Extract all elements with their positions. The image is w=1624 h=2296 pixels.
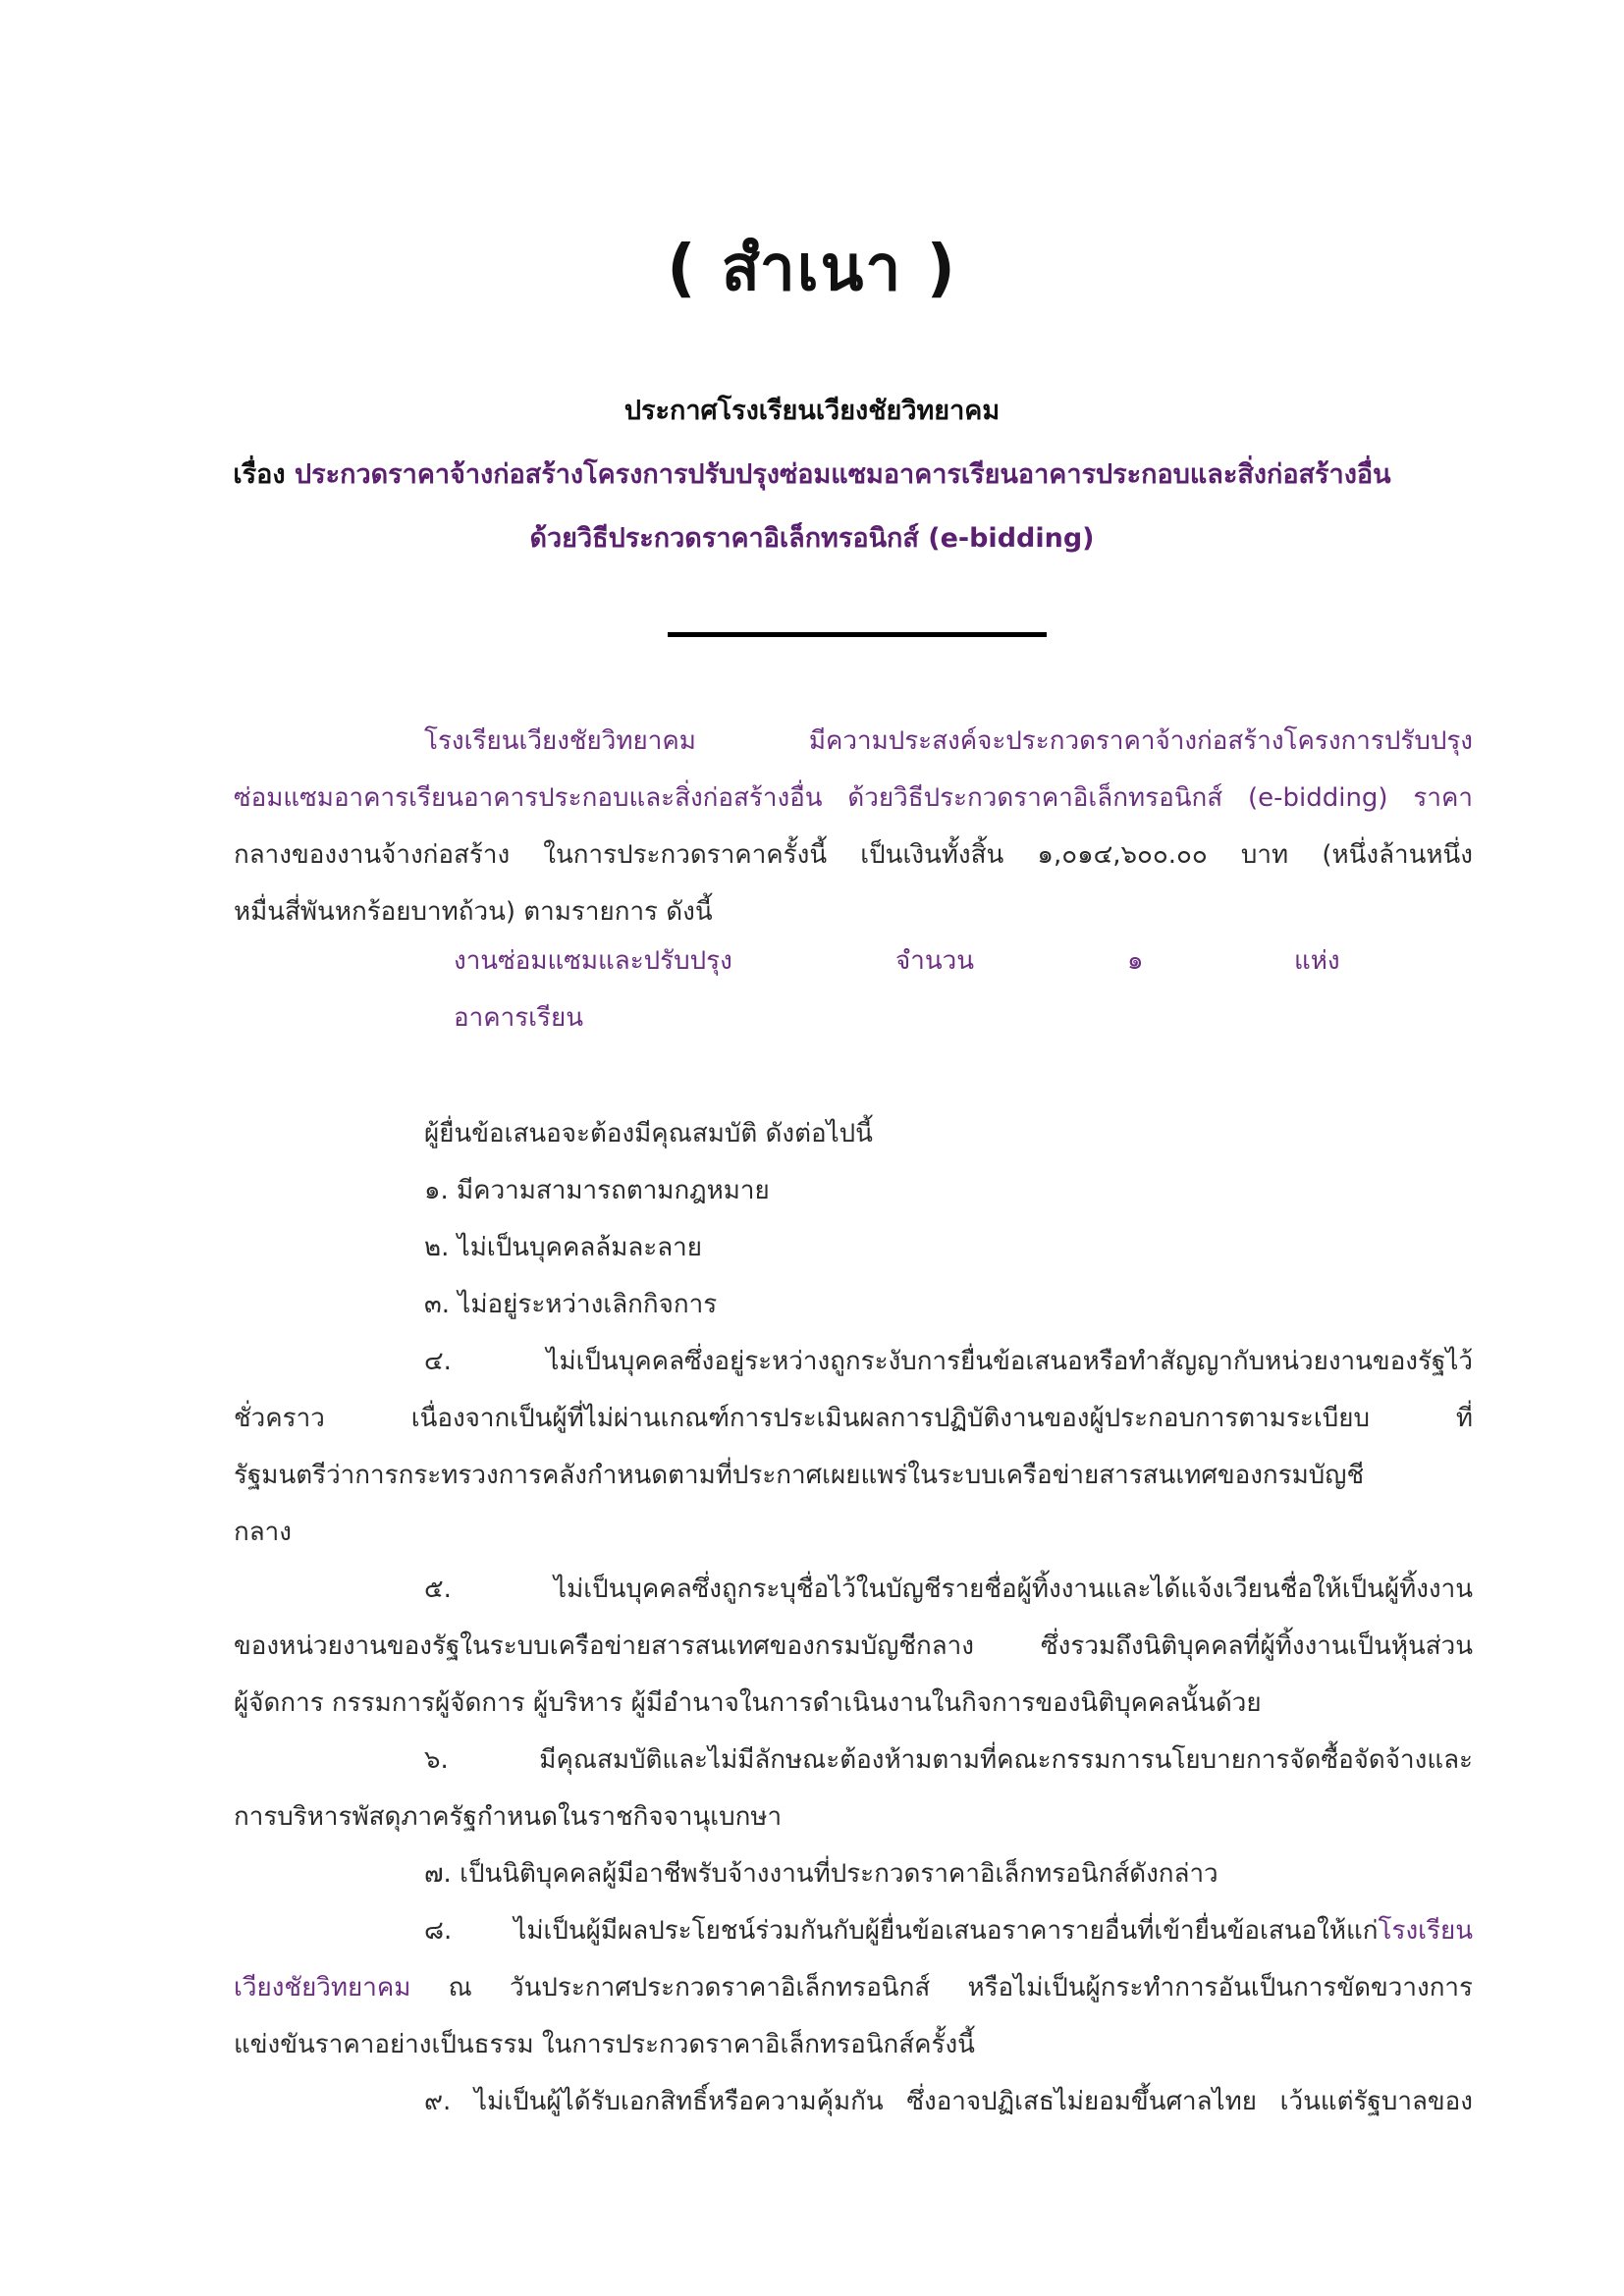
item-unit: แห่ง [1294, 946, 1340, 976]
qualification-4-line-3: รัฐมนตรีว่าการกระทรวงการคลังกำหนดตามที่ประกาศเผยแพร่ในระบบเครือข่ายสารสนเทศของกรมบัญชี [234, 1461, 1365, 1490]
qualification-6-line-2: การบริหารพัสดุภาครัฐกำหนดในราชกิจจานุเบกษา [234, 1802, 783, 1832]
qualification-2: ๒. ไม่เป็นบุคคลล้มละลาย [424, 1233, 703, 1262]
qualification-5-line-1: ๕. ไม่เป็นบุคคลซึ่งถูกระบุชื่อไว้ในบัญชีรายชื่อผู้ทิ้งงานและได้แจ้งเวียนชื่อให้เป็นผู้ทิ้งงาน [424, 1575, 1473, 1604]
qualification-4-line-2: ชั่วคราว เนื่องจากเป็นผู้ที่ไม่ผ่านเกณฑ์การประเมินผลการปฏิบัติงานของผู้ประกอบการตามระเบียบ ที่ [234, 1404, 1473, 1433]
qualification-4-line-4: กลาง [234, 1518, 292, 1547]
item-name-line-1: งานซ่อมแซมและปรับปรุง [454, 946, 732, 976]
qualification-9-line-1: ๙. ไม่เป็นผู้ได้รับเอกสิทธิ์หรือความคุ้มกัน ซึ่งอาจปฏิเสธไม่ยอมขึ้นศาลไทย เว้นแต่รัฐบาลของ [424, 2087, 1473, 2116]
qualification-4-line-1: ๔. ไม่เป็นบุคคลซึ่งอยู่ระหว่างถูกระงับการยื่นข้อเสนอหรือทำสัญญากับหน่วยงานของรัฐไว้ [424, 1347, 1473, 1376]
qualification-8-line-2 [234, 1959, 1473, 2016]
subject-method: ด้วยวิธีประกวดราคาอิเล็กทรอนิกส์ (e-bidding) [529, 523, 1095, 554]
qualification-8-line-3: แข่งขันราคาอย่างเป็นธรรม ในการประกวดราคาอิเล็กทรอนิกส์ครั้งนี้ [234, 2030, 975, 2059]
qualification-3: ๓. ไม่อยู่ระหว่างเลิกกิจการ [424, 1290, 718, 1319]
intro-line-3: กลางของงานจ้างก่อสร้าง ในการประกวดราคาครั้งนี้ เป็นเงินทั้งสิ้น ๑,๐๑๔,๖๐๐.๐๐ บาท (หนึ่งล้านหนึ่ง [234, 840, 1473, 870]
qualifications-section [234, 1105, 1473, 2130]
intro-line-4: หมื่นสี่พันหกร้อยบาทถ้วน) ตามรายการ ดังนี้ [234, 897, 713, 927]
intro-line-2: ซ่อมแซมอาคารเรียนอาคารประกอบและสิ่งก่อสร้างอื่น ด้วยวิธีประกวดราคาอิเล็กทรอนิกส์ (e-bidding) ราคา [234, 783, 1473, 813]
qualifications-lead: ผู้ยื่นข้อเสนอจะต้องมีคุณสมบัติ ดังต่อไปนี้ [424, 1119, 873, 1148]
qualification-5-line-2: ของหน่วยงานของรัฐในระบบเครือข่ายสารสนเทศของกรมบัญชีกลาง ซึ่งรวมถึงนิติบุคคลที่ผู้ทิ้งงานเป็นหุ้นส่วน [234, 1631, 1473, 1661]
item-qty-label: จำนวน [895, 946, 974, 976]
title-divider [668, 632, 1047, 637]
item-qty: ๑ [1127, 946, 1144, 976]
copy-stamp-title: ( สำเนา ) [667, 233, 957, 305]
subject-prefix: เรื่อง [233, 459, 286, 490]
qualification-8-school-part-1: โรงเรียน [1378, 1916, 1473, 1946]
item-name-line-2: อาคารเรียน [454, 1003, 584, 1033]
qualification-8-school-part-2: เวียงชัยวิทยาคม [234, 1973, 411, 2002]
intro-line-1: โรงเรียนเวียงชัยวิทยาคม มีความประสงค์จะประกวดราคาจ้างก่อสร้างโครงการปรับปรุง [424, 726, 1473, 756]
qualification-6-line-1: ๖. มีคุณสมบัติและไม่มีลักษณะต้องห้ามตามที่คณะกรรมการนโยบายการจัดซื้อจัดจ้างและ [424, 1745, 1473, 1775]
announcement-subject [0, 453, 1624, 495]
subject-text: ประกวดราคาจ้างก่อสร้างโครงการปรับปรุงซ่อมแซมอาคารเรียนอาคารประกอบและสิ่งก่อสร้างอื่น [294, 459, 1391, 490]
announcement-title: ประกาศโรงเรียนเวียงชัยวิทยาคม [623, 396, 1001, 426]
qualification-8-line-2-text: ณ วันประกาศประกวดราคาอิเล็กทรอนิกส์ หรือไม่เป็นผู้กระทำการอันเป็นการขัดขวางการ [410, 1973, 1473, 2002]
qualification-5-line-3: ผู้จัดการ กรรมการผู้จัดการ ผู้บริหาร ผู้มีอำนาจในการดำเนินงานในกิจการของนิติบุคคลนั้นด้วย [234, 1688, 1262, 1718]
qualification-8-line-1-text: ๘. ไม่เป็นผู้มีผลประโยชน์ร่วมกันกับผู้ยื่นข้อเสนอราคารายอื่นที่เข้ายื่นข้อเสนอให้แก่ [424, 1916, 1379, 1946]
qualification-1: ๑. มีความสามารถตามกฎหมาย [424, 1176, 770, 1205]
qualification-8-line-1 [234, 1902, 1473, 1959]
intro-paragraph [234, 713, 1473, 940]
qualification-7: ๗. เป็นนิติบุคคลผู้มีอาชีพรับจ้างงานที่ประกวดราคาอิเล็กทรอนิกส์ดังกล่าว [424, 1859, 1218, 1889]
